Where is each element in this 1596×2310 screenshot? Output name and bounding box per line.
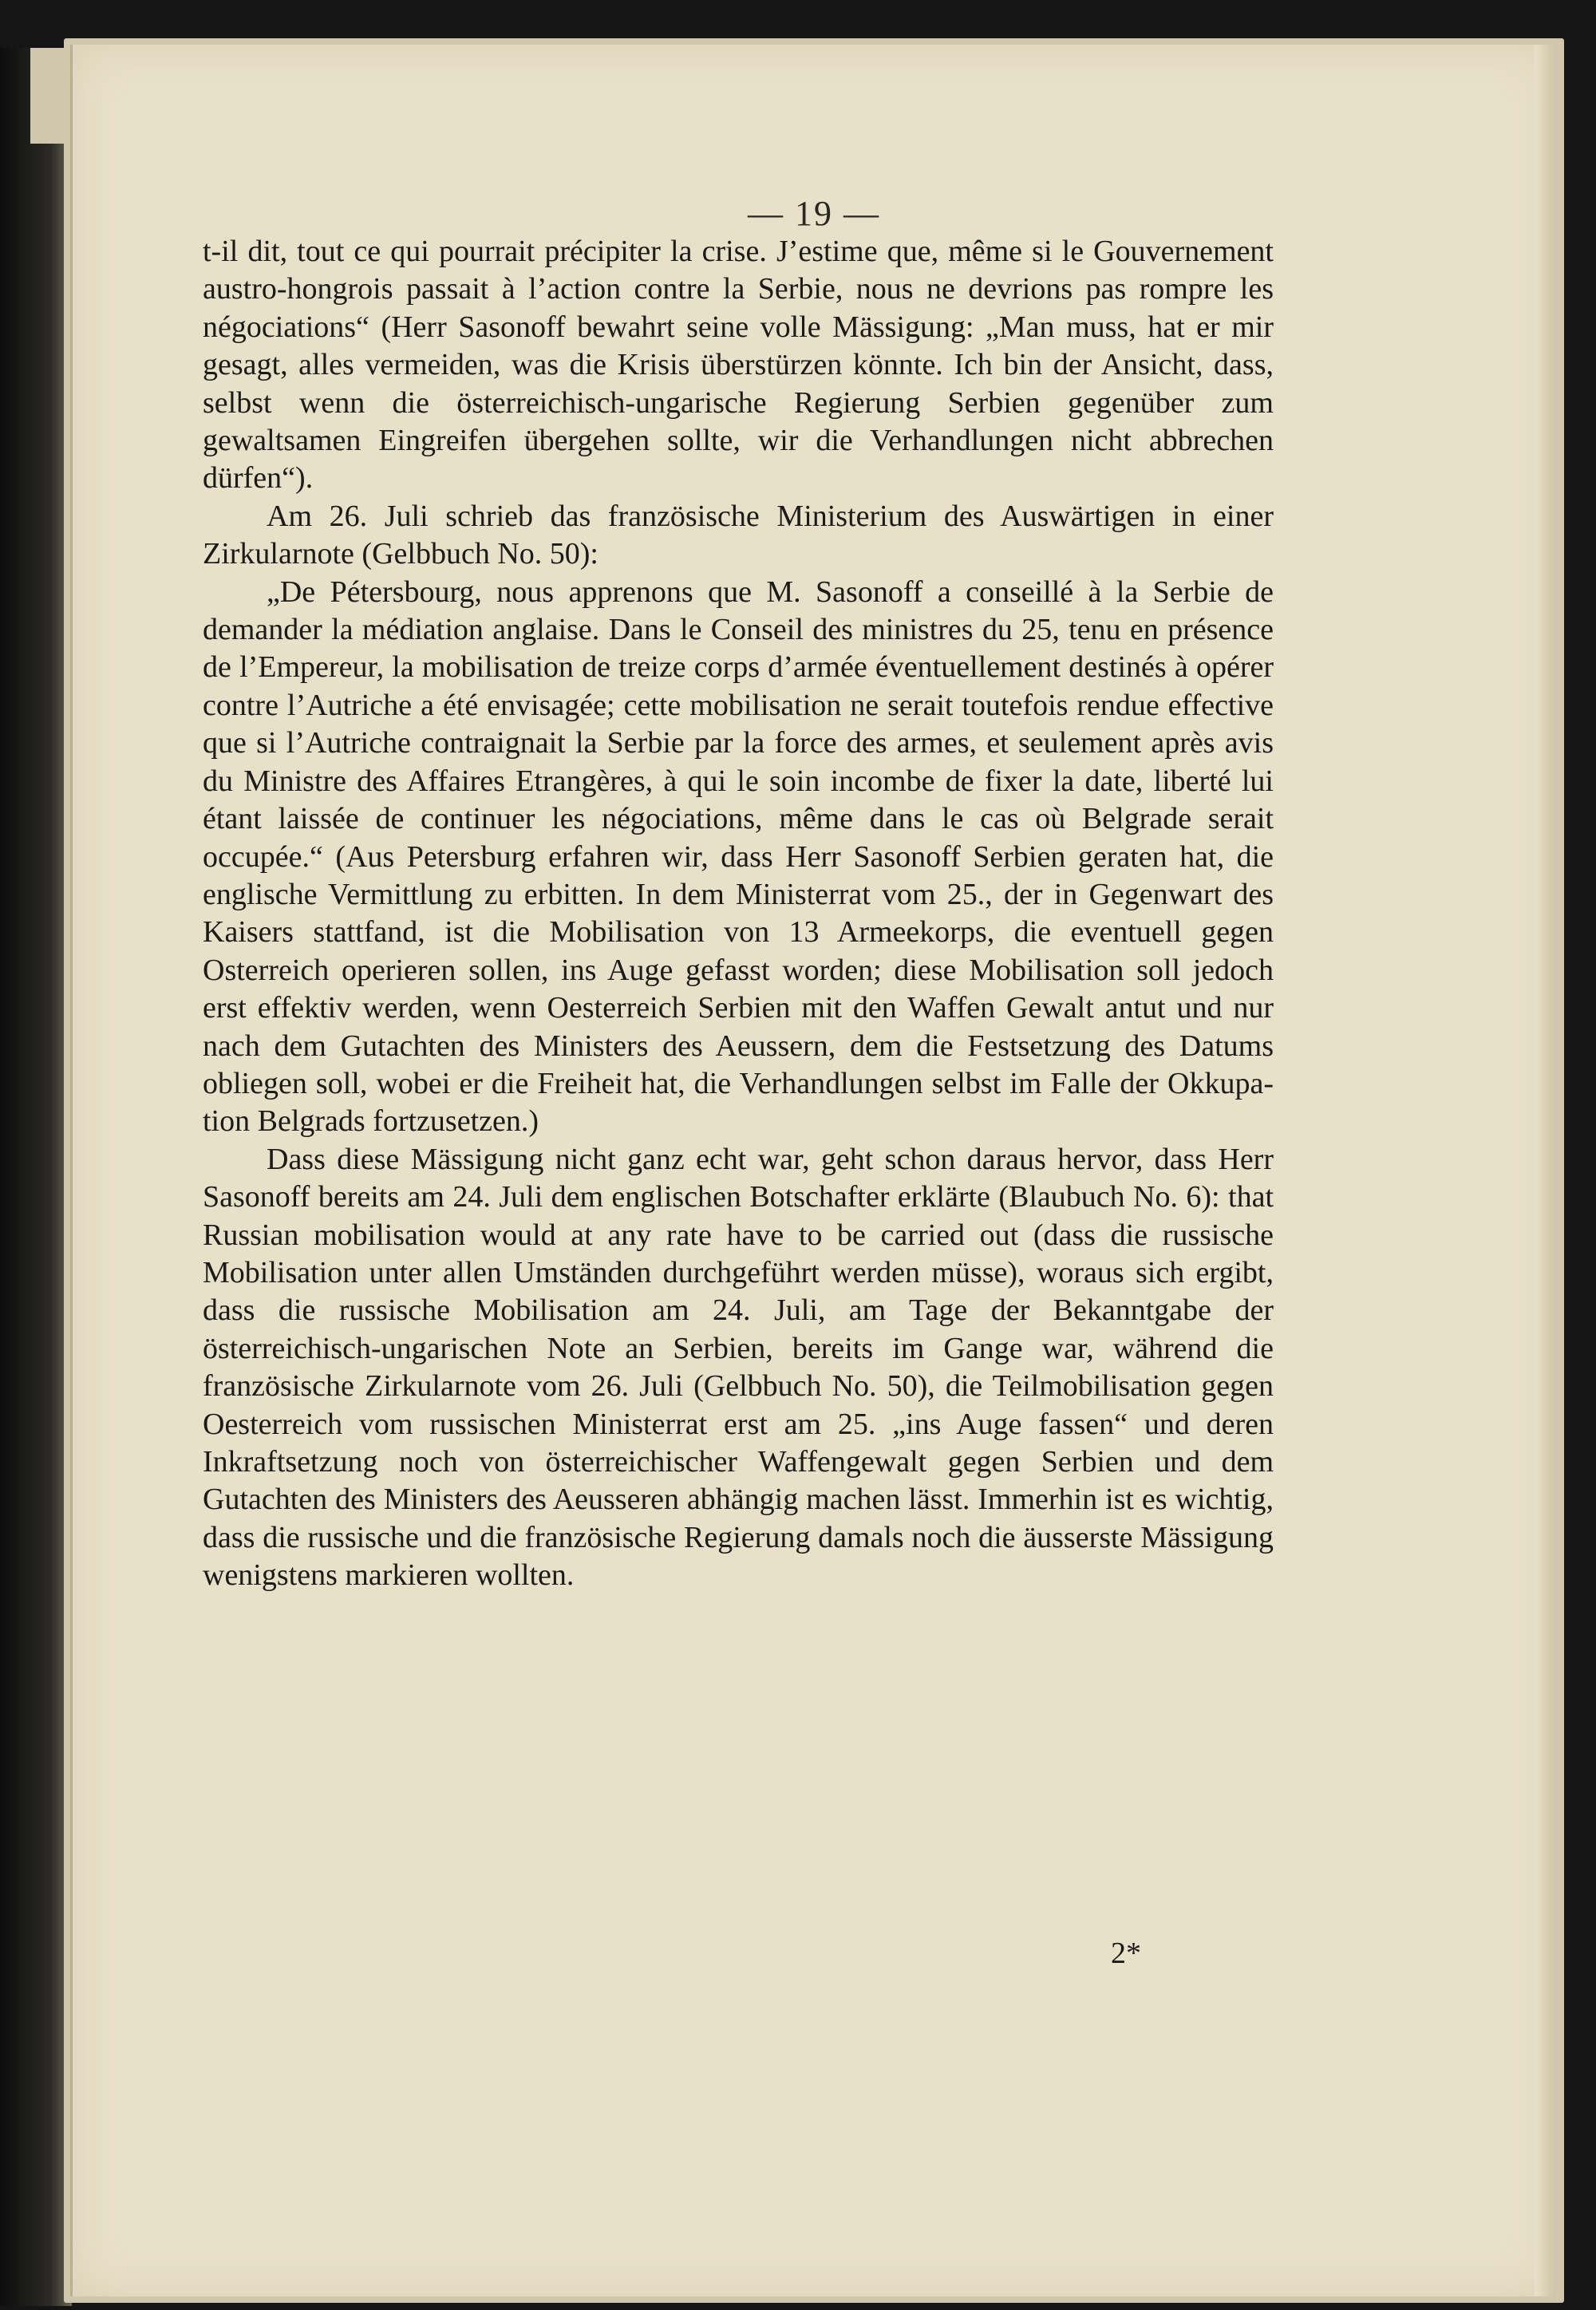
book-binding (0, 48, 72, 2306)
page-edge (1535, 45, 1555, 2296)
body-text (203, 233, 1274, 1595)
signature-mark: 2* (1111, 1937, 1141, 1970)
paragraph-2: Am 26. Juli schrieb das französische Ministerium des Auswärtigen in einer Zirkularnote (Gelbbuch No. 50): (203, 499, 1274, 571)
page-number: — 19 — (748, 194, 880, 233)
paragraph-3: „De Pétersbourg, nous apprenons que M. Sasonoff a conseillé à la Serbie de demander la médiation anglaise. Dans le Conseil des ministres du 25, tenu en présence de l’Empereur, la mobilisation de treize corps d’armée éventuellement destinés à opérer contre l’Autriche a été envisagée; cette mobilisation ne serait toutefois rendue effective que si l’Autriche contraignait la Serbie par la force des armes, et seulement après avis du Ministre des Affaires Etrangères, à qui le soin incombe de fixer la date, liberté lui étant laissée de continuer les négociations, même dans le cas où Belgrade serait occupée.“ (Aus Petersburg erfahren wir, dass Herr Sasonoff Serbien geraten hat, die englische Vermittlung zu erbitten. In dem Ministerrat vom 25., der in Gegenwart des Kaisers stattfand, ist die Mobilisation von 13 Armeekorps, die eventuell gegen Osterreich operieren sollen, ins Auge gefasst worden; diese Mobilisation soll jedoch erst effektiv werden, wenn Oesterreich Serbien mit den Waffen Gewalt antut und nur nach dem Gutachten des Ministers des Aeussern, dem die Festsetzung des Datums obliegen soll, wobei er die Freiheit hat, die Verhandlungen selbst im Falle der Okkupation Belgrads fortzusetzen.) (203, 575, 1274, 1139)
paragraph-4: Dass diese Mässigung nicht ganz echt war, geht schon daraus hervor, dass Herr Sasonoff bereits am 24. Juli dem englischen Botschafter erklärte (Blaubuch No. 6): that Russian mobilisation would at any rate have to be carried out (dass die russische Mobilisation unter allen Umständen durchgeführt werden müsse), woraus sich ergibt, dass die russische Mobilisation am 24. Juli, am Tage der Bekanntgabe der österreichisch-ungarischen Note an Serbien, bereits im Gange war, während die französische Zirkularnote vom 26. Juli (Gelbbuch No. 50), die Teilmobilisation gegen Oesterreich vom russischen Ministerrat erst am 25. „ins Auge fassen“ und deren Inkraftsetzung noch von österreichischer Waffengewalt gegen Serbien und dem Gutachten des Ministers des Aeusseren abhängig machen lässt. Immerhin ist es wichtig, dass die russische und die französische Regierung damals noch die äusserste Mässigung wenigstens markieren wollten. (203, 1142, 1274, 1593)
paragraph-1: t-il dit, tout ce qui pourrait précipiter la crise. J’estime que, même si le Gouvernement austro-hongrois passait à l’action contre la Serbie, nous ne devrions pas rompre les négociations“ (Herr Sasonoff bewahrt seine volle Mässigung: „Man muss, hat er mir gesagt, alles vermeiden, was die Krisis überstürzen könnte. Ich bin der Ansicht, dass, selbst wenn die österreichisch-ungarische Regierung Serbien gegenüber zum gewaltsamen Eingreifen übergehen sollte, wir die Verhandlungen nicht abbrechen dürfen“). (203, 235, 1274, 496)
